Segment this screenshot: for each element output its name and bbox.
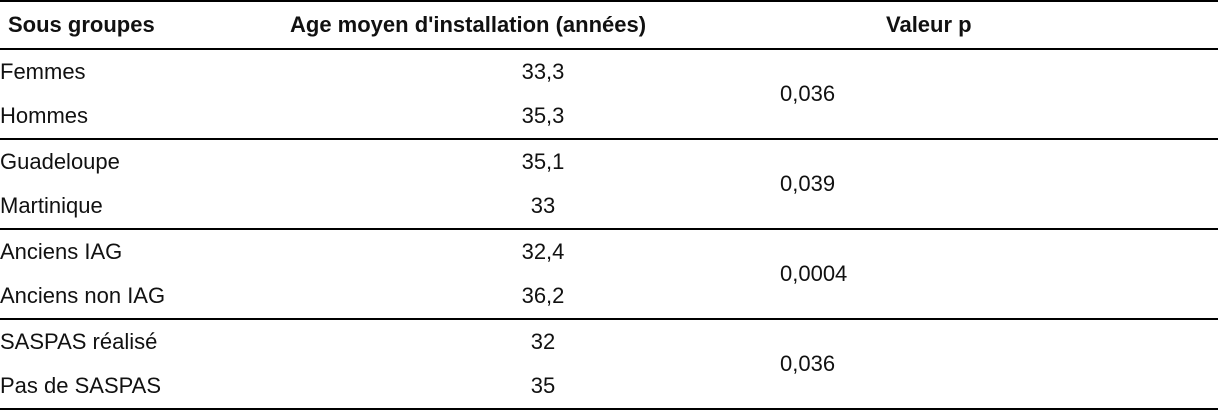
header-mean-age: Age moyen d'installation (années) <box>410 1 780 49</box>
table-row <box>0 319 1218 364</box>
row-age <box>410 364 780 409</box>
p-value: 0,039 <box>780 139 1218 229</box>
age-value: 35,3 <box>521 103 565 128</box>
row-age <box>410 49 780 94</box>
age-value: 36,2 <box>521 283 565 308</box>
row-label: Martinique <box>0 184 410 229</box>
age-value: 32,4 <box>521 239 565 264</box>
p-value: 0,036 <box>780 49 1218 139</box>
table-row <box>0 49 1218 94</box>
group-sex <box>0 49 1218 139</box>
table-row <box>0 229 1218 274</box>
p-value: 0,0004 <box>780 229 1218 319</box>
row-label: Femmes <box>0 59 86 84</box>
header-subgroups: Sous groupes <box>0 1 410 49</box>
group-saspas <box>0 319 1218 409</box>
age-value: 33 <box>530 193 556 218</box>
table-row <box>0 139 1218 184</box>
row-label: SASPAS réalisé <box>0 329 158 354</box>
row-age <box>410 274 780 319</box>
age-value: 32 <box>530 329 556 354</box>
row-label: Anciens non IAG <box>0 274 410 319</box>
age-value: 35,1 <box>521 149 565 174</box>
header-row <box>0 1 1218 49</box>
row-age <box>410 94 780 139</box>
age-value: 35 <box>530 373 556 398</box>
age-value: 33,3 <box>521 59 565 84</box>
row-label: Anciens IAG <box>0 239 123 264</box>
header-p-value: Valeur p <box>780 1 1218 49</box>
table-header <box>0 1 1218 49</box>
row-age <box>410 184 780 229</box>
row-label: Pas de SASPAS <box>0 364 410 409</box>
group-region <box>0 139 1218 229</box>
row-label: Guadeloupe <box>0 149 120 174</box>
group-iag <box>0 229 1218 319</box>
row-label: Hommes <box>0 94 410 139</box>
row-age <box>410 139 780 184</box>
row-age <box>410 319 780 364</box>
p-value: 0,036 <box>780 319 1218 409</box>
row-age <box>410 229 780 274</box>
